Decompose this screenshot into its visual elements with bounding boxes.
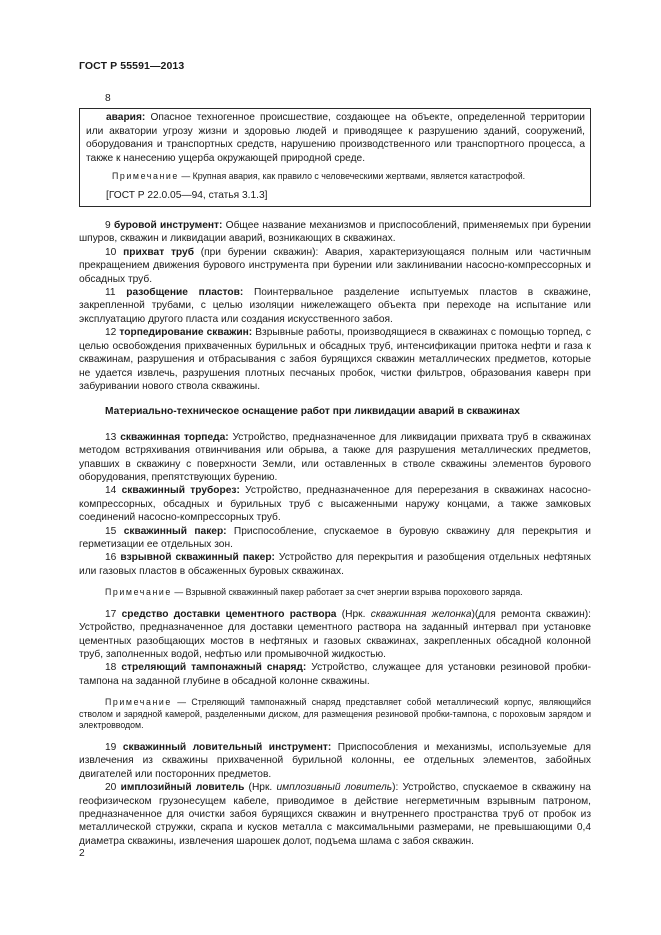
alt-term: имплозивный ловитель — [276, 782, 393, 794]
term-name: стреляющий тампонажный снаряд: — [121, 662, 307, 674]
definition-text: Устройство для перекрытия и разобщения отдельных нефтяных или газовых пластов в обсаженных буровых скважинах. — [79, 552, 591, 577]
entry-number: 15 — [105, 525, 117, 537]
note-label: Примечание — [105, 587, 172, 598]
definition-text: Взрывные работы, производящиеся в скважинах с помощью торпед, с целью освобождения прихваченных бурильных и обсадных труб, интенсификации притока нефти и газа к скважинам, разрушения и отбрасывания с забоя бурящихся скважин металлических предметов, которые не удается извлечь, разрушения плотных песчаных пробок, чистки фильтров, образования каверн при забуривании нового ствола скважины. — [79, 327, 591, 392]
definition-text: Общее название механизмов и приспособлений, применяемых при бурении шпуров, скважин и ликвидации аварий, возникающих в скважинах. — [79, 220, 591, 245]
entry-number: 19 — [105, 742, 117, 753]
entry-number: 17 — [105, 608, 117, 620]
note — [79, 697, 591, 732]
entry-number: 11 — [105, 287, 116, 299]
note-label: Примечание — [105, 697, 172, 708]
term-name: разобщение пластов: — [126, 287, 244, 299]
term-name: буровой инструмент: — [113, 220, 223, 232]
note — [79, 587, 591, 599]
note-text: — Стреляющий тампонажный снаряд представляет собой металлический корпус, являющийся стволом и зарядной камерой, разделенными диском, для размещения резиновой пробки-тампона, с пороховым зарядом и электровводом. — [79, 697, 591, 731]
term-name: скважинный пакер: — [123, 525, 227, 537]
term-entry — [79, 661, 591, 688]
reference: [ГОСТ Р 22.0.05—94, статья 3.1.3] — [106, 189, 268, 201]
definition-text: Опасное техногенное происшествие, создающее на объекте, определенной территории или акватории угрозу жизни и здоровью людей и приводящее к разрушению зданий, сооружений, оборудования и транспортных средств, нарушению производственного или транспортного процесса, а также к нанесению ущерба окружающей природной среде. — [86, 112, 585, 164]
term-box-accident — [79, 108, 591, 207]
term-name: скважинный ловительный инструмент: — [122, 742, 332, 753]
entry-number: 16 — [105, 552, 117, 564]
definition-text: Авария, характеризующаяся полным или частичным прекращением движения бурового инструмента при бурении или заклинивании насосно-компрессорных и обсадных труб. — [79, 246, 591, 285]
term-name: имплозийный ловитель — [120, 782, 245, 794]
term-entry — [79, 431, 591, 485]
definition-text: ): Устройство, спускаемое в скважину на геофизическом грузонесущем кабеле, приводимое в действие негерметичным взрывным патроном, предназначенное для очистки забоя бурящихся скважин и внутреннего пространства труб от пробок из металлической стружки, скрапа и кусков металла с максимальными размерами, не превышающими 0,4 диаметра скважины, извлечения шарошек долот, подъема шлама с забоя скважин. — [79, 782, 591, 847]
entry-number: 13 — [105, 431, 117, 443]
entry-number: 9 — [105, 220, 111, 232]
entry-number: 10 — [105, 246, 117, 258]
alt-term: скважинная желонка — [370, 608, 472, 620]
note-text: — Взрывной скважинный пакер работает за счет энергии взрыва порохового заряда. — [174, 587, 523, 598]
term-name: авария: — [106, 112, 146, 124]
term-entry — [79, 484, 591, 524]
term-name: прихват труб — [123, 246, 194, 258]
note-label: Примечание — [112, 171, 179, 182]
term-definition — [86, 111, 585, 165]
document-header: ГОСТ Р 55591—2013 — [79, 60, 185, 72]
entries-list — [79, 219, 591, 393]
term-name: скважинная торпеда: — [120, 431, 229, 443]
definition-text: )(для ремонта скважин): Устройство, предназначенное для доставки цементного раствора на заданный интервал при установке цементных разобщающих мостов в нефтяных и газовых скважинах, закрепленных обсадной колонной труб, заполненных водой, нефтью или промывочной жидкостью. — [79, 608, 591, 660]
definition-text: Устройство, предназначенное для перерезания в скважинах насосно-компрессорных, обсадных и бурильных труб с высаженными наружу концами, а также замковых соединений насосно-компрессорных труб. — [79, 485, 592, 524]
term-name: средство доставки цементного раствора — [121, 608, 337, 620]
document-body — [79, 92, 591, 848]
term-entry — [79, 741, 591, 781]
term-name: взрывной скважинный пакер: — [120, 552, 275, 564]
term-qualifier: (при бурении скважин): — [193, 246, 326, 258]
term-entry — [79, 551, 591, 578]
entry-number: 14 — [105, 485, 117, 497]
definition-text: Приспособления и механизмы, используемые для извлечения из скважины прихваченной бурильной колонны, ее отдельных элементов, забойных двигателей или посторонних предметов. — [79, 742, 591, 780]
term-entry — [79, 781, 591, 848]
term-entry — [79, 608, 591, 662]
entries-list — [79, 431, 591, 578]
entry-number: 8 — [105, 93, 111, 104]
definition-text: Поинтервальное разделение испытуемых пластов в скважине, закрепленной трубами, с целью изоляции нижележащего объекта при переходе на испытание или эксплуатацию другого пласта или создания искусственного забоя. — [79, 287, 591, 325]
entry-number: 18 — [105, 662, 117, 674]
definition-text: Приспособление, спускаемое в буровую скважину для перекрытия и герметизации ее отдельных зон. — [79, 525, 591, 550]
term-entry — [79, 286, 591, 326]
definition-text: Устройство, служащее для установки резиновой пробки-тампона на заданной глубине в обсадной колонне скважины. — [79, 662, 591, 687]
entry-number: 12 — [105, 327, 117, 339]
term-entry — [79, 525, 591, 552]
term-entry — [79, 326, 591, 393]
section-title: Материально-техническое оснащение работ при ликвидации аварий в скважинах — [105, 406, 520, 418]
term-name: торпедирование скважин: — [119, 327, 253, 339]
term-qualifier: (Нрк. — [244, 782, 277, 794]
term-entry — [79, 246, 591, 286]
term-name: скважинный труборез: — [121, 485, 240, 497]
page-number: 2 — [79, 848, 85, 859]
note-text: — Крупная авария, как правило с человеческими жертвами, является катастрофой. — [181, 171, 526, 182]
definition-text: Устройство, предназначенное для ликвидации прихвата труб в скважинах методом встряхивания отвинчивания или обрыва, а также для разрушения металлических предметов, упавших в скважину с поверхности Земли, или оставленных в стволе скважины элементов бурового оборудования, препятствующих бурению. — [79, 431, 591, 483]
note — [86, 171, 585, 183]
term-entry — [79, 219, 591, 246]
entry-number: 20 — [105, 782, 117, 794]
term-qualifier: (Нрк. — [336, 608, 371, 620]
